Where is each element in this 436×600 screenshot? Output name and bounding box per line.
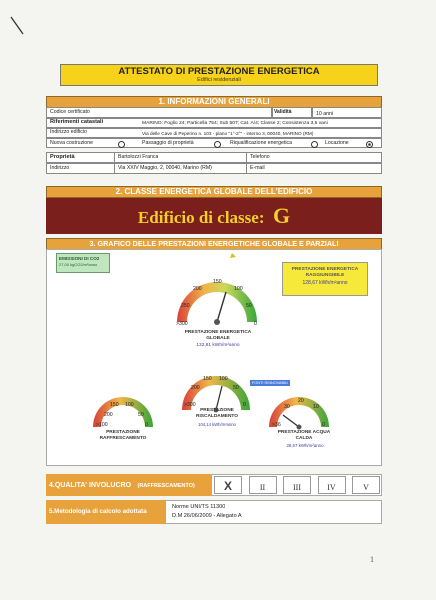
main-tick: 250 — [181, 303, 190, 309]
acqua-tick: 20 — [298, 398, 304, 404]
quality-option-2[interactable] — [249, 476, 277, 494]
raggiungibile-label: PRESTAZIONE ENERGETICA RAGGIUNGIBILE — [291, 267, 359, 278]
main-gauge — [168, 252, 266, 330]
indirizzo-label: Indirizzo — [50, 165, 70, 171]
section2-title: 2. CLASSE ENERGETICA GLOBALE DELL'EDIFICIO — [46, 186, 382, 198]
raggiungibile-value: 128,67 kWh/m²anno — [302, 280, 348, 286]
raff-tick: 100 — [125, 402, 134, 408]
quality-options — [214, 476, 380, 494]
raff-tick: >100 — [96, 422, 108, 428]
validita-label: Validità — [274, 109, 292, 115]
quality-option-3[interactable] — [283, 476, 311, 494]
quality-option-4[interactable] — [318, 476, 346, 494]
validita-value: 10 anni — [316, 111, 334, 117]
passaggio-radio[interactable] — [214, 141, 221, 148]
certificate-title: ATTESTATO DI PRESTAZIONE ENERGETICA — [118, 66, 320, 77]
section4-title: 4.QUALITA' INVOLUCRO — [49, 482, 132, 489]
acqua-tick: 0 — [322, 422, 325, 428]
pen-mark — [8, 14, 28, 38]
section4-subtitle: (RAFFRESCAMENTO) — [137, 483, 195, 489]
quality-option-label: IV — [327, 483, 336, 492]
raff-tick: 200 — [104, 412, 113, 418]
section1-title: 1. INFORMAZIONI GENERALI — [46, 96, 382, 108]
passaggio-label: Passaggio di proprietà — [142, 140, 194, 146]
certificate-subtitle: Edifici residenziali — [197, 77, 241, 83]
acqua-tick: 30 — [284, 404, 290, 410]
quality-option-label: V — [363, 483, 369, 492]
main-tick: 50 — [246, 303, 252, 309]
raff-tick: 0 — [145, 422, 148, 428]
riferimenti-value: MARINO: Foglio 24; Particella 754; Sub 507; Cat. A/4; Classe 2; Consistenza 3,5 vani — [142, 121, 328, 126]
riferimenti-label: Riferimenti catastali — [50, 119, 104, 125]
riqualificazione-radio[interactable] — [311, 141, 318, 148]
energy-class-value: G — [272, 203, 291, 228]
locazione-radio[interactable] — [366, 141, 373, 148]
main-tick: >300 — [176, 321, 188, 327]
section5-title: 5.Metodologia di calcolo adottata — [49, 508, 147, 515]
risc-gauge-caption: PRESTAZIONE RISCALDAMENTO — [195, 408, 239, 419]
proprieta-value: Bartolozzi Franca — [118, 154, 159, 160]
energy-class-label: Edificio di classe: — [137, 208, 265, 227]
section5-title-box — [46, 500, 166, 524]
rinnovabili-label: FONTI RINNOVABILI — [252, 381, 289, 385]
co2-value: 27,00 kgCO2/m²anno — [59, 262, 98, 267]
energy-class-banner — [46, 198, 382, 234]
main-gauge-value: 132,81 kWh/m²anno — [196, 343, 240, 348]
telefono-label: Telefono — [250, 154, 270, 160]
indirizzo-edificio-value: Via delle Cave di Peperino n. 103 - piano "1°-2°" - interno 3, 00040, MARINO (RM) — [142, 131, 314, 136]
riqualificazione-label: Riqualificazione energetica — [230, 140, 292, 146]
section5-line2: D.M 26/06/2009 - Allegato A — [172, 513, 242, 519]
email-label: E-mail — [250, 165, 265, 171]
quality-option-1[interactable] — [214, 476, 242, 494]
co2-box — [56, 253, 110, 273]
acqua-tick: 10 — [313, 404, 319, 410]
indirizzo-edificio-label: Indirizzo edificio — [50, 129, 87, 135]
main-gauge-caption: PRESTAZIONE ENERGETICA GLOBALE — [184, 330, 252, 341]
nuova-costruzione-radio[interactable] — [118, 141, 125, 148]
main-tick: 0 — [254, 321, 257, 327]
locazione-label: Locazione — [325, 140, 349, 146]
risc-tick: 200 — [191, 385, 200, 391]
risc-tick: 150 — [203, 376, 212, 382]
codice-label: Codice certificato — [50, 109, 90, 115]
raff-tick: 50 — [138, 412, 144, 418]
main-tick: 100 — [234, 286, 243, 292]
co2-label: EMISSIONI DI CO2 — [59, 256, 100, 261]
quality-option-label: II — [259, 483, 266, 492]
quality-option-5[interactable] — [352, 476, 380, 494]
risc-gauge-value: 104,14 kWh/m²anno — [198, 422, 236, 427]
proprieta-label: Proprietà — [50, 154, 75, 160]
section5-line1: Norme UNI/TS 11300 — [172, 504, 226, 510]
raff-gauge-caption: PRESTAZIONE RAFFRESCAMENTO — [99, 430, 147, 441]
risc-tick: >300 — [184, 402, 196, 408]
certificate-header — [60, 64, 378, 86]
acqua-gauge-caption: PRESTAZIONE ACQUA CALDA — [277, 430, 331, 441]
acqua-gauge-value: 28,67 kWh/m²anno — [286, 443, 324, 448]
main-tick: 200 — [193, 286, 202, 292]
risc-tick: 100 — [219, 376, 228, 382]
quality-option-label: X — [223, 479, 232, 493]
risc-tick: 50 — [233, 385, 239, 391]
raff-tick: 150 — [110, 402, 119, 408]
indirizzo-value: Via XXIV Maggio, 2, 00040, Marino (RM) — [118, 165, 212, 171]
nuova-costruzione-label: Nuova costruzione — [50, 140, 93, 146]
info-table — [46, 107, 382, 187]
quality-option-label: III — [293, 483, 301, 492]
acqua-tick: >36 — [272, 422, 281, 428]
risc-tick: 0 — [243, 402, 246, 408]
raggiungibile-box — [282, 262, 368, 296]
section3-title: 3. GRAFICO DELLE PRESTAZIONI ENERGETICHE GLOBALE E PARZIALI — [46, 238, 382, 250]
section4-title-box — [46, 474, 212, 496]
page-number: 1 — [370, 555, 374, 564]
main-tick: 150 — [213, 279, 222, 285]
